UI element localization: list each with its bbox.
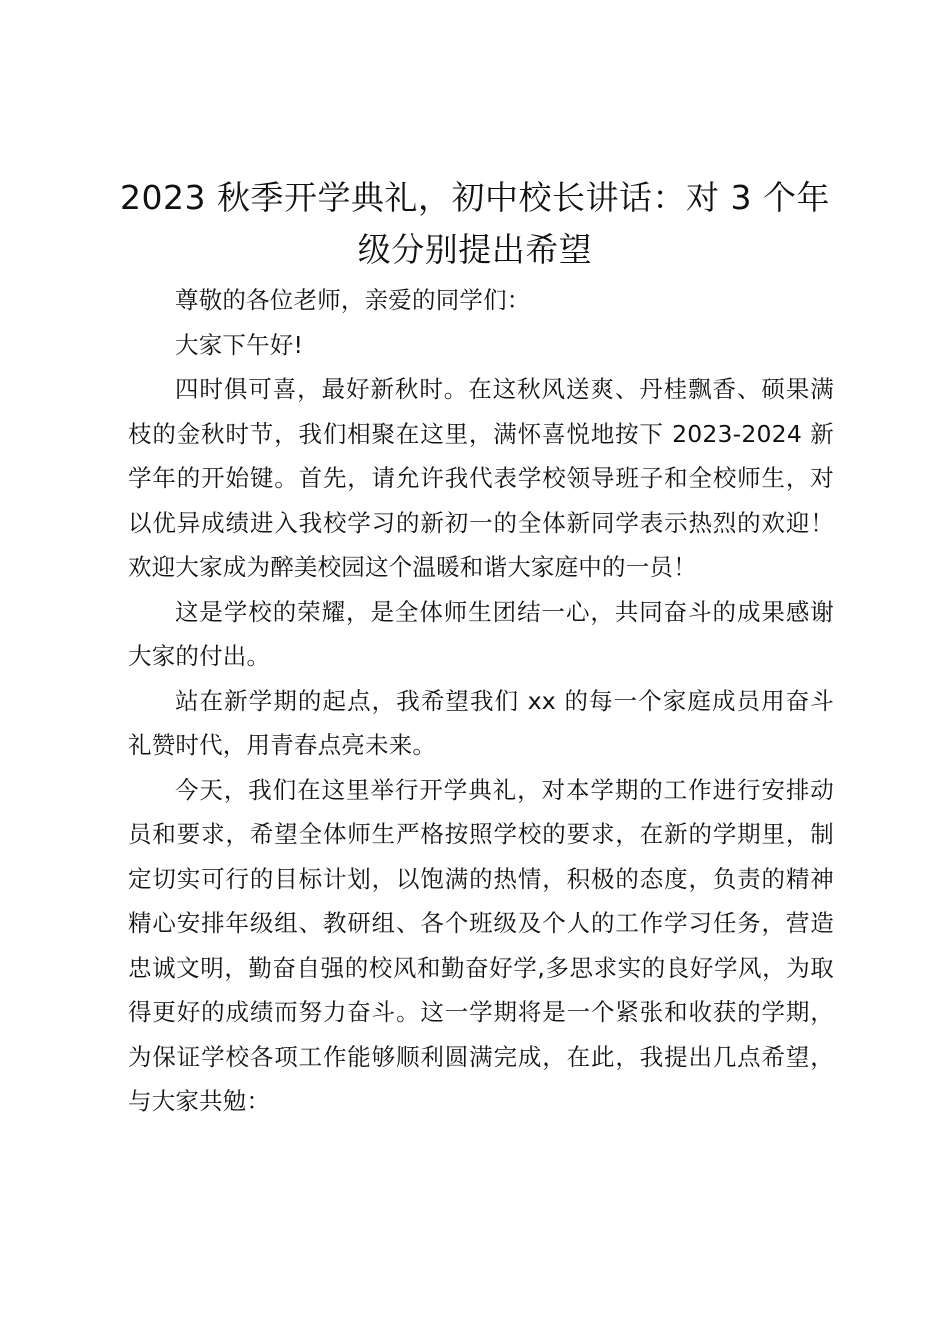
document-title: 2023 秋季开学典礼，初中校长讲话：对 3 个年级分别提出希望 [120,178,830,269]
hope-paragraph: 站在新学期的起点，我希望我们 xx 的每一个家庭成员用奋斗礼赞时代，用青春点亮未来。 [128,686,834,759]
salutation-paragraph: 尊敬的各位老师，亲爱的同学们： [175,286,531,314]
greeting-paragraph: 大家下午好! [175,330,304,359]
document-body [128,278,834,1124]
requirements-paragraph: 今天，我们在这里举行开学典礼，对本学期的工作进行安排动员和要求，希望全体师生严格按照学校的要求，在新的学期里，制定切实可行的目标计划，以饱满的热情，积极的态度，负责的精神精心安排年级组、教研组、各个班级及个人的工作学习任务，营造忠诚文明，勤奋自强的校风和勤奋好学,多思求实的良好学风，为取得更好的成绩而努力奋斗。这一学期将是一个紧张和收获的学期，为保证学校各项工作能够顺利圆满完成，在此，我提出几点希望，与大家共勉： [128,775,834,1115]
honor-paragraph: 这是学校的荣耀，是全体师生团结一心，共同奋斗的成果感谢大家的付出。 [128,597,834,670]
welcome-paragraph: 四时俱可喜，最好新秋时。在这秋风送爽、丹桂飘香、硕果满枝的金秋时节，我们相聚在这里，满怀喜悦地按下 2023-2024 新学年的开始键。首先，请允许我代表学校领导班子和全校师生，对以优异成绩进入我校学习的新初一的全体新同学表示热烈的欢迎！欢迎大家成为醉美校园这个温暖和谐大家庭中的一员！ [128,375,834,581]
